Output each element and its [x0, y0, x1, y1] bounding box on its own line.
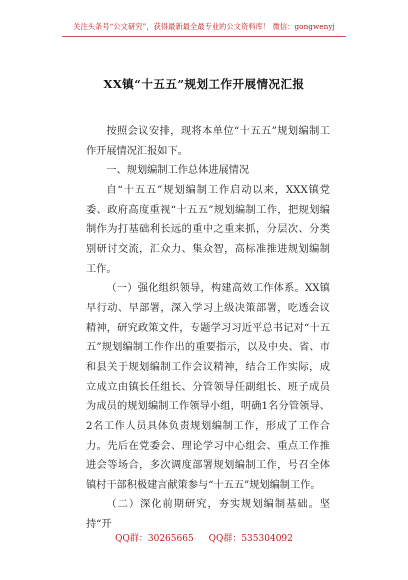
body-paragraph: （一）强化组织领导，构建高效工作体系。XX镇早行动、早部署，深入学习上级决策部署，吃透会议精神，研究政策文件，专题学习习近平总书记对“十五五”规划编制工作作出的重要指示，以及中央、省、市和县关于规划编制工作会议精神，结合工作实际，成立成立由镇长任组长、分管领导任副组长、班子成员为成员的规划编制工作领导小组，明确1名分管领导、2名工作人员具体负责规划编制工作，形成了工作合力。先后在党委会、理论学习中心组会、重点工作推进会等场合，多次调度部署规划编制工作，号召全体镇村干部积极建言献策参与“十五五”规划编制工作。: [86, 283, 330, 491]
qq-group-label-1: QQ群：30265665: [115, 534, 194, 544]
intro-paragraph: 按照会议安排，现将本单位“十五五”规划编制工作开展情况汇报如下。: [86, 126, 330, 157]
footer-contact: [0, 531, 408, 544]
header-promo-text: 关注头条号“公文研究”，获得最新最全最专业的公文资料库！ 微信：gongwenyj: [73, 22, 335, 31]
header-divider: [62, 36, 346, 37]
document-title: XX镇“十五五”规划工作开展情况汇报: [103, 77, 305, 91]
body-paragraph: （二）深化前期研究，夯实规划编制基础。坚持“开: [86, 499, 330, 531]
qq-group-label-2: QQ群：535304092: [208, 534, 293, 544]
section-heading: 一、规划编制工作总体进展情况: [106, 165, 250, 177]
body-paragraph: 自“十五五”规划编制工作启动以来，XXX镇党委、政府高度重视“十五五”规划编制工作，把规划编制作为打基础利长远的重中之重来抓，分层次、分类别研讨交流，汇众力、集众智，高标准推进规划编制工作。: [86, 184, 330, 275]
document-body: [86, 122, 330, 535]
